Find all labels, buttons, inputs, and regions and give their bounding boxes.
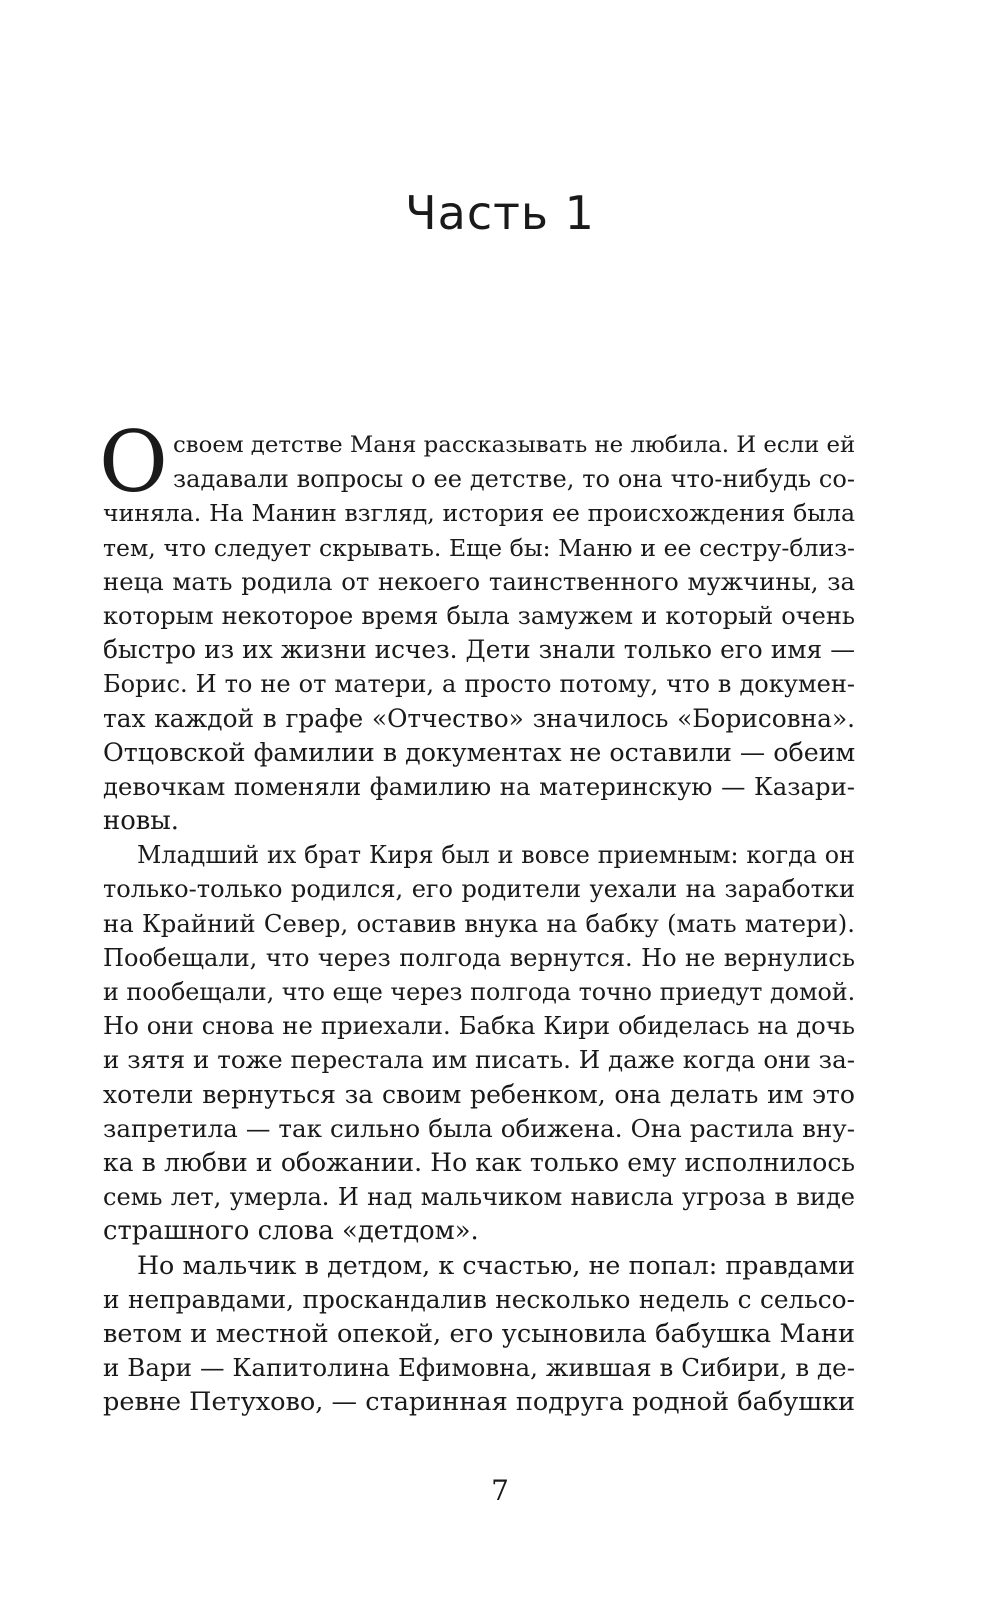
text-line: своем детстве Маня рассказывать не любила. И если ей [173, 432, 856, 458]
text-line: и пообещали, что еще через полгода точно приедут домой. [103, 978, 856, 1006]
text-line: ревне Петухово, — старинная подруга родной бабушки [103, 1387, 855, 1418]
text-line: ветом и местной опекой, его усыновила бабушка Мани [103, 1318, 855, 1349]
text-line: Младший их брат Киря был и вовсе приемным: когда он [137, 841, 855, 870]
text-line: задавали вопросы о ее детстве, то она что-нибудь со- [173, 465, 855, 494]
text-line: только-только родился, его родители уехали на заработки [103, 875, 855, 904]
text-line: Но они снова не приехали. Бабка Кири обиделась на дочь [103, 1011, 855, 1041]
text-line: тах каждой в графе «Отчество» значилось «Борисовна». [103, 703, 855, 733]
body-text [99, 413, 856, 1419]
text-line: неца мать родила от некоего таинственного мужчины, за [103, 566, 855, 596]
text-line: Пообещали, что через полгода вернутся. Но не вернулись [103, 943, 855, 972]
text-line: быстро из их жизни исчез. Дети знали только его имя — [103, 635, 855, 665]
text-line: девочкам поменяли фамилию на материнскую — Казари- [103, 771, 855, 801]
text-line: и неправдами, проскандалив несколько недель с сельсо- [103, 1284, 855, 1314]
text-line: семь лет, умерла. И над мальчиком нависла угроза в виде [103, 1183, 855, 1212]
text-line: Но мальчик в детдом, к счастью, не попал: правдами [137, 1250, 855, 1280]
text-line: страшного слова «детдом». [103, 1216, 479, 1247]
text-line: Отцовской фамилии в документах не оставили — обеим [103, 737, 856, 767]
drop-cap: О [99, 413, 168, 511]
text-line: на Крайний Север, оставив внука на бабку (мать матери). [103, 908, 855, 938]
text-line: ка в любви и обожании. Но как только ему исполнилось [103, 1147, 855, 1177]
text-line: тем, что следует скрывать. Еще бы: Маню и ее сестру-близ- [103, 533, 855, 562]
text-line: Борис. И то не от матери, а просто потому, что в докумен- [103, 670, 855, 699]
page-number: 7 [491, 1474, 509, 1507]
text-line: чиняла. На Манин взгляд, история ее происхождения была [103, 499, 855, 528]
text-line: новы. [103, 806, 179, 837]
text-line: и зятя и тоже перестала им писать. И даже когда они за- [103, 1045, 855, 1075]
text-line: и Вари — Капитолина Ефимовна, жившая в Сибири, в де- [103, 1353, 855, 1383]
chapter-title: Часть 1 [405, 186, 595, 240]
text-line: хотели вернуться за своим ребенком, она делать им это [103, 1079, 855, 1109]
text-line: которым некоторое время была замужем и который очень [103, 601, 855, 630]
text-line: запретила — так сильно была обижена. Она растила вну- [103, 1113, 855, 1143]
